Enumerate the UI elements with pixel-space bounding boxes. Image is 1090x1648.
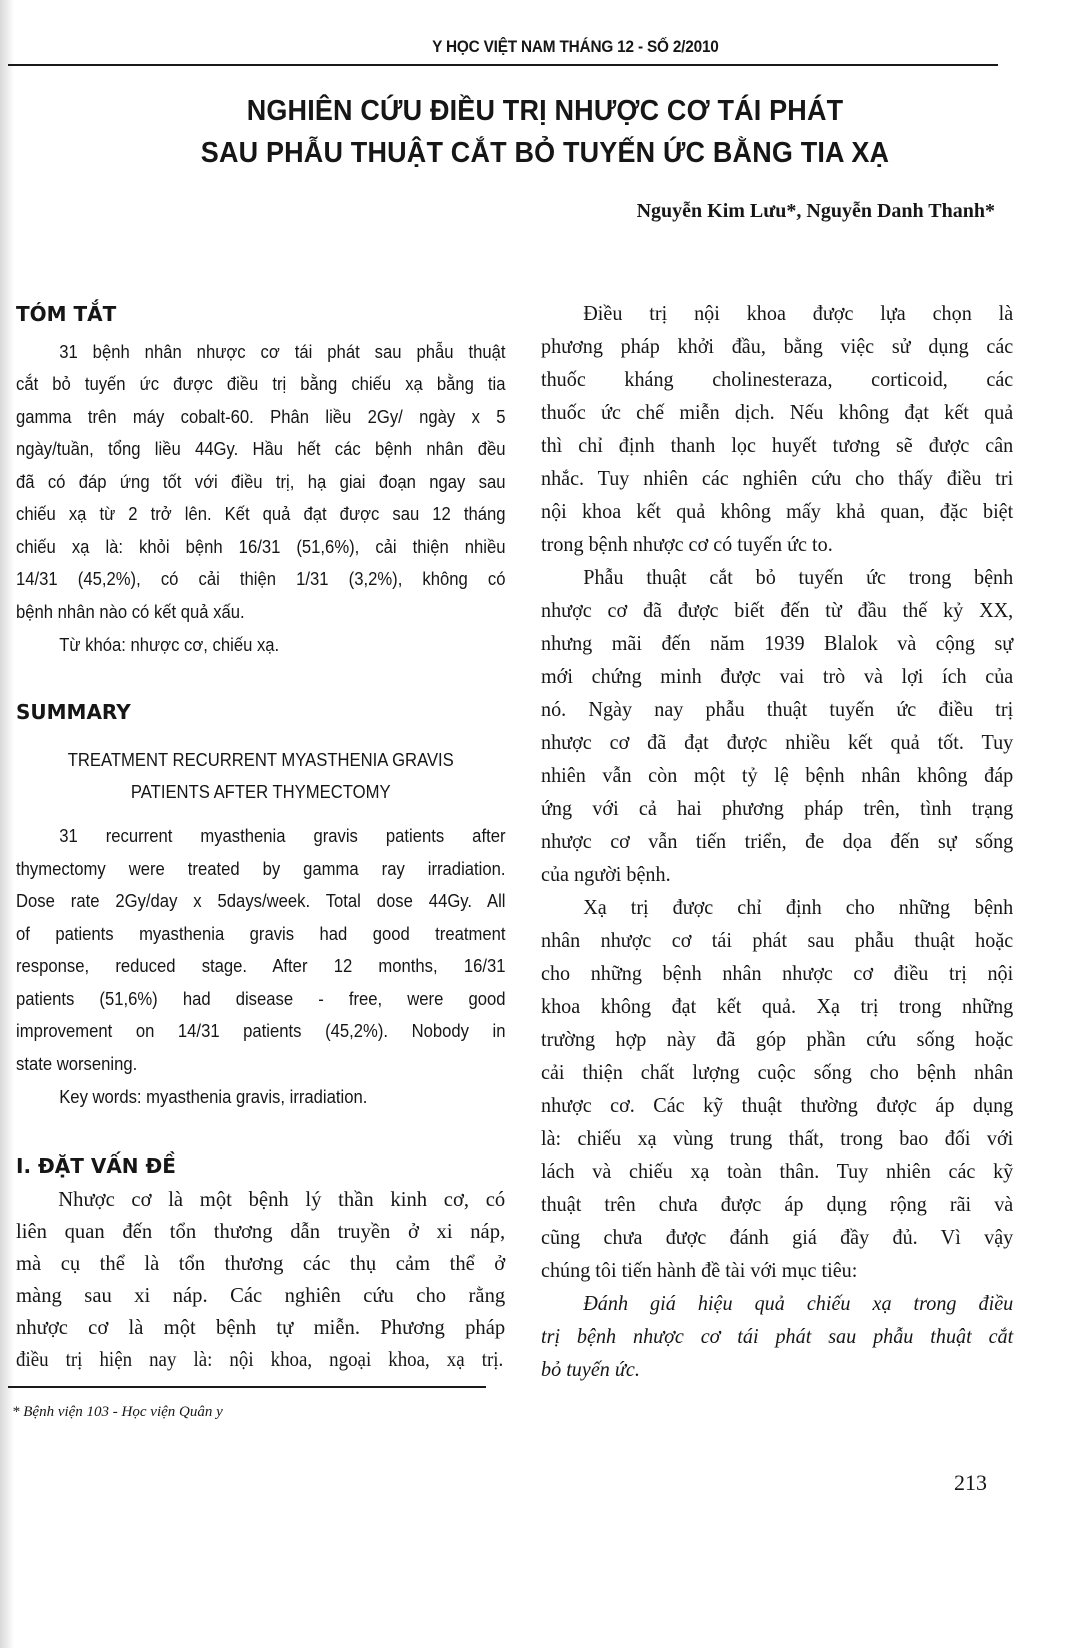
abstract-vi-line: cắt bỏ tuyến ức được điều trị bằng chiếu xạ bằng tia [16,373,506,394]
section-1-heading: I. ĐẶT VẤN ĐỀ [16,1154,176,1178]
abstract-vi-line: 14/31 (45,2%), có cải thiện 1/31 (3,2%), không có [16,568,506,589]
body-line: nhược cơ đã được biết đến từ đầu thế kỷ XX, [541,598,1014,622]
page-number: 213 [954,1470,987,1495]
abstract-vi-line: chiếu xạ là: khỏi bệnh 16/31 (51,6%), cải thiện nhiều [16,536,506,557]
body-line: thuốc kháng cholinesteraza, corticoid, các [541,367,1014,391]
summary-line: patients (51,6%) had disease - free, were good [16,988,506,1009]
summary-line: response, reduced stage. After 12 months, 16/31 [16,955,506,976]
title-line: NGHIÊN CỨU ĐIỀU TRỊ NHƯỢC CƠ TÁI PHÁT [246,95,844,127]
body-line: màng sau xi náp. Các nghiên cứu cho rằng [16,1283,506,1307]
abstract-vi-heading: TÓM TẮT [16,302,117,326]
body-line: nhược cơ. Các kỹ thuật thường được áp dụng [541,1093,1014,1117]
body-line: nó. Ngày nay phẫu thuật tuyến ức điều trị [541,697,1014,721]
body-line: mới chứng minh được vai trò và lợi ích của [541,664,1014,688]
summary-title-line: PATIENTS AFTER THYMECTOMY [130,781,391,802]
body-line: cũng chưa được đánh giá đầy đủ. Vì vậy [541,1225,1014,1249]
footnote-rule [8,1386,486,1388]
scan-edge-shadow [0,0,14,1648]
body-line: nội khoa kết quả không mấy khả quan, đặc biệt [541,499,1014,523]
abstract-vi-line: chiếu xạ từ 2 trở lên. Kết quả đạt được sau 12 tháng [16,503,506,524]
summary-line: Dose rate 2Gy/day x 5days/week. Total dose 44Gy. All [16,890,506,911]
body-line: Điều trị nội khoa được lựa chọn là [583,301,1014,325]
body-line: lách và chiếu xạ toàn thân. Tuy nhiên các kỹ [541,1159,1014,1183]
summary-heading: SUMMARY [16,700,131,724]
journal-issue: Y HỌC VIỆT NAM THÁNG 12 - SỐ 2/2010 [432,38,719,56]
body-line: Phẫu thuật cắt bỏ tuyến ức trong bệnh [583,565,1014,589]
body-line: chúng tôi tiến hành đề tài với mục tiêu: [541,1258,858,1282]
abstract-vi-line: đã có đáp ứng tốt với điều trị, hạ giai đoạn ngay sau [16,471,506,492]
abstract-vi-line: 31 bệnh nhân nhược cơ tái phát sau phẫu thuật [59,341,506,362]
body-line: cho những bệnh nhân nhược cơ điều trị nội [541,961,1014,985]
body-line: mà cụ thể là tổn thương các thụ cảm thể ở [16,1251,506,1275]
summary-line: of patients myasthenia gravis had good treatment [16,923,506,944]
body-line: nhưng mãi đến năm 1939 Blalok và cộng sự [541,631,1014,655]
body-line: cải thiện chất lượng cuộc sống cho bệnh nhân [541,1060,1014,1084]
abstract-vi-line: ngày/tuần, tổng liều 44Gy. Hầu hết các bệnh nhân đều [16,438,506,459]
title-line: SAU PHẪU THUẬT CẮT BỎ TUYẾN ỨC BẰNG TIA XẠ [200,137,890,169]
body-line: Nhược cơ là một bệnh lý thần kinh cơ, có [58,1187,506,1211]
body-line: trường hợp này đã góp phần cứu sống hoặc [541,1027,1014,1051]
body-line: của người bệnh. [541,862,671,886]
objective-line: trị bệnh nhược cơ tái phát sau phẫu thuật cắt [541,1324,1014,1348]
body-line: nhược cơ vẫn tiến triển, đe dọa đến sự sống [541,829,1014,853]
body-line: liên quan đến tổn thương dẫn truyền ở xi náp, [16,1219,506,1243]
summary-keywords: Key words: myasthenia gravis, irradiation. [59,1086,368,1107]
abstract-vi-keywords: Từ khóa: nhược cơ, chiếu xạ. [59,634,280,655]
summary-line: 31 recurrent myasthenia gravis patients after [59,825,506,846]
summary-title-line: TREATMENT RECURRENT MYASTHENIA GRAVIS [67,749,454,770]
body-line: ứng với cả hai phương pháp trên, tình trạng [541,796,1014,820]
body-line: phương pháp khởi đầu, bằng việc sử dụng các [541,334,1014,358]
body-line: nhân nhược cơ tái phát sau phẫu thuật hoặc [541,928,1014,952]
body-line: nhược cơ đã đạt được nhiều kết quả tốt. Tuy [541,730,1014,754]
summary-line: state worsening. [16,1053,138,1074]
abstract-vi-line: gamma trên máy cobalt-60. Phân liều 2Gy/ ngày x 5 [16,406,506,427]
body-line: nhiên vẫn còn một tỷ lệ bệnh nhân không đáp [541,763,1014,787]
body-line: nhắc. Tuy nhiên các nghiên cứu cho thấy điều tri [541,466,1014,490]
body-line: nhược cơ là một bệnh tự miễn. Phương pháp [16,1315,506,1339]
abstract-vi-line: bệnh nhân nào có kết quả xấu. [16,601,245,622]
body-line: thuốc ức chế miễn dịch. Nếu không đạt kết quả [541,400,1014,424]
body-line: Xạ trị được chỉ định cho những bệnh [583,895,1014,919]
right-column [541,0,1014,1648]
summary-line: improvement on 14/31 patients (45,2%). Nobody in [16,1020,506,1041]
left-column [16,0,506,1648]
body-line: trong bệnh nhược cơ có tuyến ức to. [541,532,833,556]
objective-line: bỏ tuyến ức. [541,1357,640,1381]
body-line: thuật trên chưa được áp dụng rộng rãi và [541,1192,1014,1216]
objective-line: Đánh giá hiệu quả chiếu xạ trong điều [583,1291,1014,1315]
body-line: thì chỉ định thanh lọc huyết tương sẽ được cân [541,433,1014,457]
summary-line: thymectomy were treated by gamma ray irradiation. [16,858,506,879]
footnote: * Bệnh viện 103 - Học viện Quân y [12,1404,223,1420]
body-line: là: chiếu xạ vùng trung thất, trong bao đối với [541,1126,1014,1150]
body-line: khoa không đạt kết quả. Xạ trị trong những [541,994,1014,1018]
body-line: điều trị hiện nay là: nội khoa, ngoại khoa, xạ trị. [16,1347,504,1371]
authors: Nguyễn Kim Lưu*, Nguyễn Danh Thanh* [636,200,995,222]
